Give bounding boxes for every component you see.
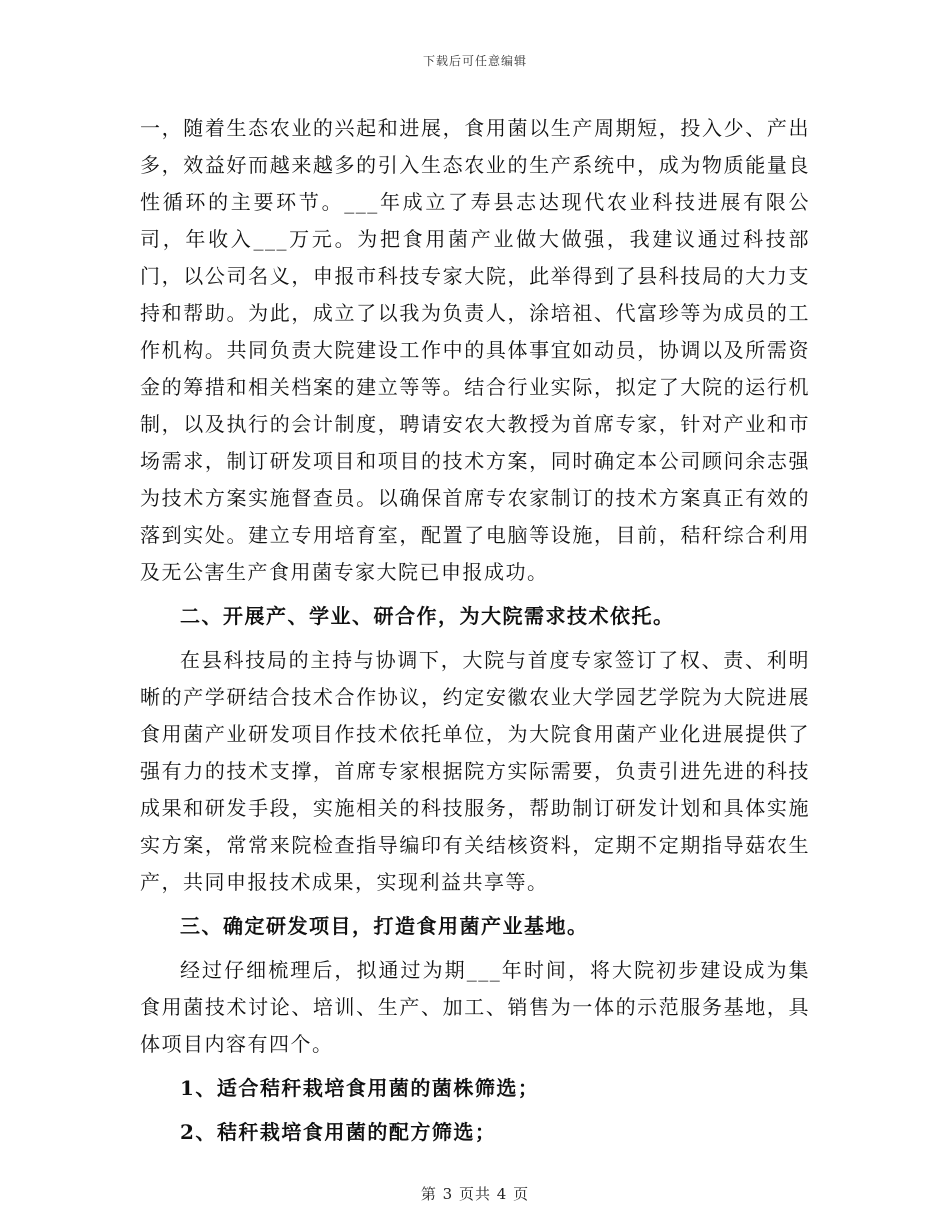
list-item-2: 2、秸秆栽培食用菌的配方筛选；	[180, 1120, 497, 1144]
list-item-1: 1、适合秸秆栽培食用菌的菌株筛选；	[180, 1076, 540, 1100]
document-body	[140, 110, 810, 1158]
paragraph-3: 经过仔细梳理后，拟通过为期___年时间，将大院初步建设成为集食用菌技术讨论、培训、生产、加工、销售为一体的示范服务基地，具体项目内容有四个。	[140, 958, 810, 1056]
paragraph-1: 一，随着生态农业的兴起和进展，食用菌以生产周期短，投入少、产出多，效益好而越来越多的引入生态农业的生产系统中，成为物质能量良性循环的主要环节。___年成立了寿县志达现代农业科技进展有限公司，年收入___万元。为把食用菌产业做大做强，我建议通过科技部门，以公司名义，申报市科技专家大院，此举得到了县科技局的大力支持和帮助。为此，成立了以我为负责人，涂培祖、代富珍等为成员的工作机构。共同负责大院建设工作中的具体事宜如动员，协调以及所需资金的筹措和相关档案的建立等等。结合行业实际，拟定了大院的运行机制，以及执行的会计制度，聘请安农大教授为首席专家，针对产业和市场需求，制订研发项目和项目的技术方案，同时确定本公司顾问余志强为技术方案实施督查员。以确保首席专农家制订的技术方案真正有效的落到实处。建立专用培育室，配置了电脑等设施，目前，秸秆综合利用及无公害生产食用菌专家大院已申报成功。	[140, 116, 810, 584]
section-heading-3: 三、确定研发项目，打造食用菌产业基地。	[180, 914, 589, 938]
page-header: 下载后可任意编辑	[422, 54, 527, 68]
page-footer: 第 3 页共 4 页	[420, 1185, 530, 1203]
section-heading-2: 二、开展产、学业、研合作，为大院需求技术依托。	[180, 604, 675, 628]
paragraph-2: 在县科技局的主持与协调下，大院与首度专家签订了权、责、利明晰的产学研结合技术合作协议，约定安徽农业大学园艺学院为大院进展食用菌产业研发项目作技术依托单位，为大院食用菌产业化进展提供了强有力的技术支撑，首席专家根据院方实际需要，负责引进先进的科技成果和研发手段，实施相关的科技服务，帮助制订研发计划和具体实施实方案，常常来院检查指导编印有关结核资料，定期不定期指导菇农生产，共同申报技术成果，实现利益共享等。	[140, 648, 810, 894]
